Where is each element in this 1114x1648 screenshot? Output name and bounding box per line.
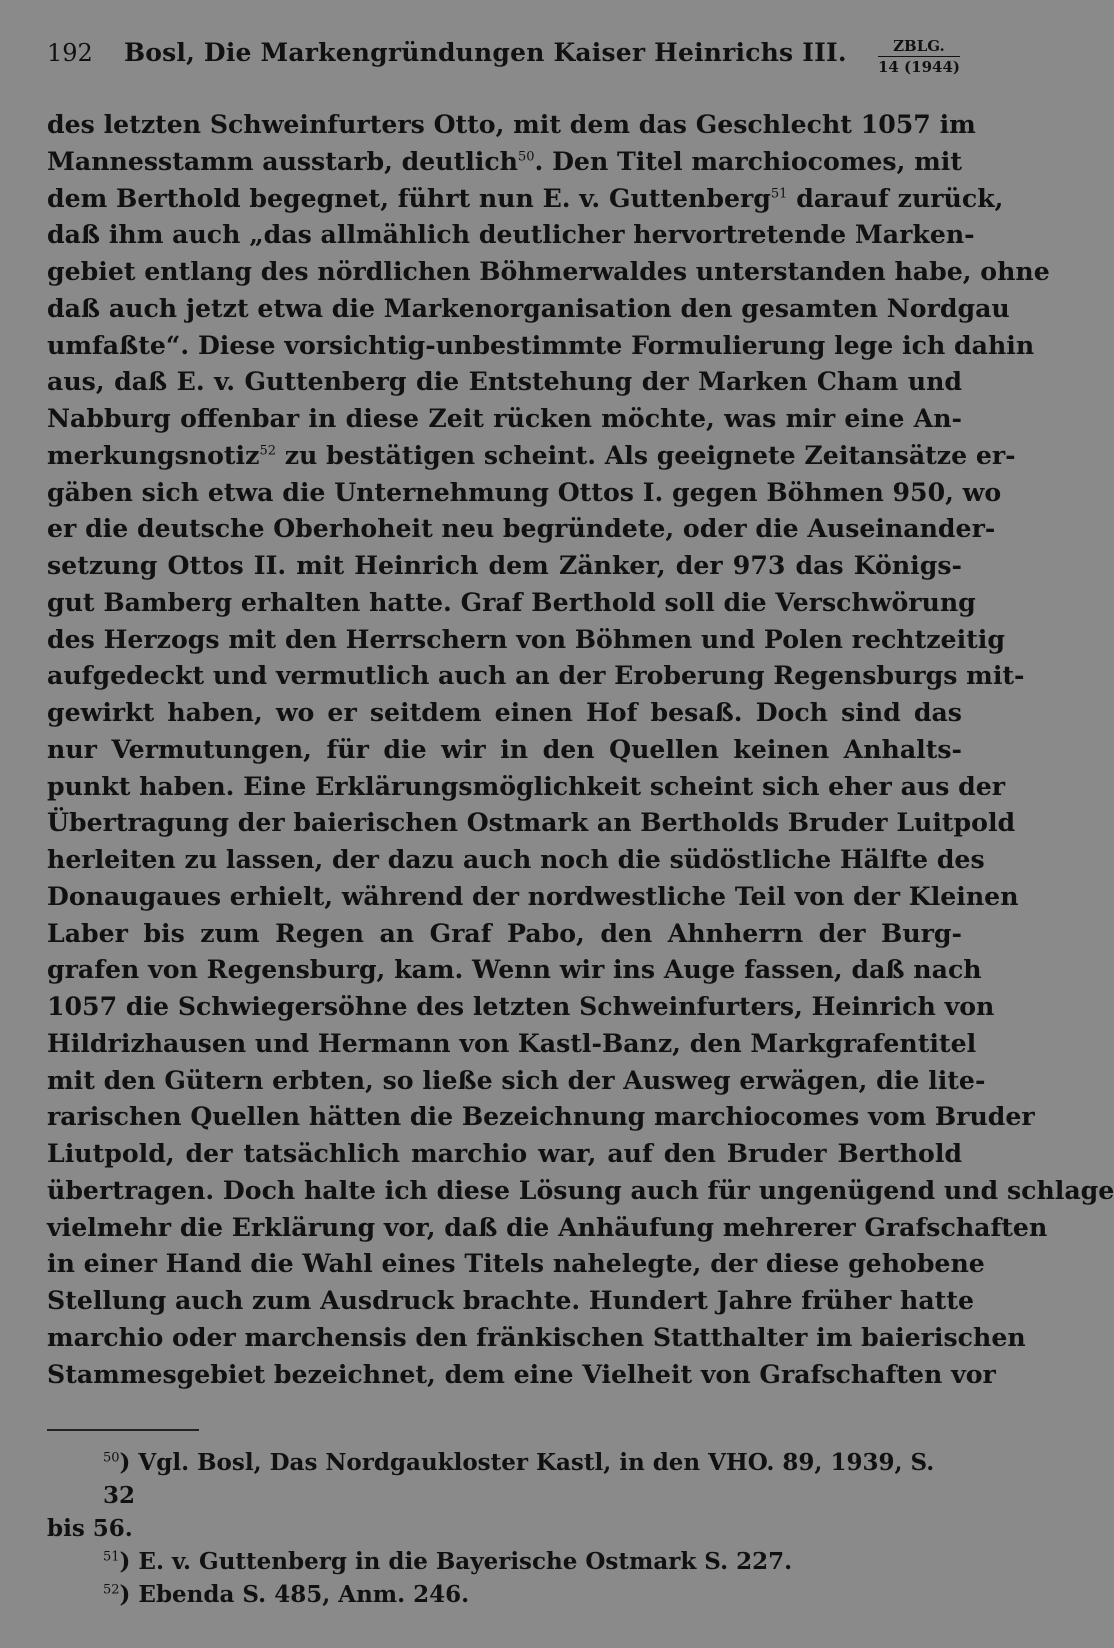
text-line [47, 180, 1004, 217]
text-line [47, 841, 985, 878]
text-line [47, 1025, 977, 1062]
text-line-start: Donaugaues erhielt, während der nordwestliche Teil von der Kleinen [47, 880, 1019, 911]
journal-abbrev: ZBLG. [878, 38, 960, 57]
text-line [47, 327, 1035, 364]
text-line-start: Liutpold, der tatsächlich marchio war, auf den Bruder Berthold [47, 1138, 962, 1168]
running-title: Bosl, Die Markengründungen Kaiser Heinrichs III. [123, 38, 847, 67]
text-line-start: gebiet entlang des nördlichen Böhmerwaldes unterstanden habe, ohne [47, 256, 1050, 286]
footnote-separator [47, 1429, 199, 1431]
text-line-start: gut Bamberg erhalten hatte. Graf Berthold soll die Verschwörung [47, 586, 976, 617]
footnotes [47, 1446, 962, 1611]
text-line [47, 1319, 1026, 1356]
text-line [47, 768, 1006, 805]
text-line-start: merkungsnotiz [47, 439, 260, 470]
text-line-start: aus, daß E. v. Guttenberg die Entstehung der Marken Cham und [47, 366, 962, 397]
footnote-marker[interactable]: 52 [259, 443, 276, 459]
text-line-start: übertragen. Doch halte ich diese Lösung auch für ungenügend und schlage [47, 1174, 1114, 1205]
text-line [47, 878, 1019, 915]
text-line-start: grafen von Regensburg, kam. Wenn wir ins Auge fassen, daß nach [47, 954, 982, 985]
text-line-start: Nabburg offenbar in diese Zeit rücken möchte, was mir eine An- [47, 403, 962, 433]
text-line [47, 290, 1010, 327]
text-line-start: in einer Hand die Wahl eines Titels nahelegte, der diese gehobene [47, 1248, 985, 1279]
text-line-start: Stellung auch zum Ausdruck brachte. Hundert Jahre früher hatte [47, 1285, 974, 1315]
footnote-text: ) Ebenda S. 485, Anm. 246. [119, 1581, 470, 1608]
text-line [47, 510, 996, 547]
text-line-start: daß ihm auch „das allmählich deutlicher hervortretende Marken- [47, 219, 975, 250]
text-line [47, 584, 976, 621]
text-line [47, 106, 976, 143]
text-line [47, 363, 962, 400]
footnote-number: 52 [103, 1582, 120, 1598]
text-line [47, 1356, 996, 1393]
text-line [47, 143, 962, 180]
text-line-start: mit den Gütern erbten, so ließe sich der Ausweg erwägen, die lite- [47, 1064, 986, 1095]
text-line [47, 731, 962, 768]
text-line-end: . Den Titel marchiocomes, mit [534, 145, 963, 176]
text-line-start: gewirkt haben, wo er seitdem einen Hof besaß. Doch sind das [47, 697, 962, 727]
text-line [47, 216, 975, 253]
text-line-start: daß auch jetzt etwa die Markenorganisation den gesamten Nordgau [47, 292, 1010, 323]
text-line-start: 1057 die Schwiegersöhne des letzten Schweinfurters, Heinrich von [47, 991, 995, 1021]
text-line-start: Mannesstamm ausstarb, deutlich [47, 145, 518, 176]
text-line [47, 547, 962, 584]
text-line [47, 400, 962, 437]
text-line-start: des letzten Schweinfurters Otto, mit dem das Geschlecht 1057 im [47, 109, 976, 139]
text-line-start: Laber bis zum Regen an Graf Pabo, den Ahnherrn der Burg- [47, 917, 962, 948]
text-line [47, 437, 1016, 474]
footnote-text: ) Vgl. Bosl, Das Nordgaukloster Kastl, in den VHO. 89, 1939, S. 32 [103, 1449, 935, 1509]
text-line [47, 621, 1005, 658]
text-line-start: nur Vermutungen, für die wir in den Quellen keinen Anhalts- [47, 733, 962, 764]
text-line [47, 694, 962, 731]
text-line-start: aufgedeckt und vermutlich auch an der Eroberung Regensburgs mit- [47, 660, 1025, 691]
page-header [47, 38, 960, 88]
text-line-start: dem Berthold begegnet, führt nun E. v. Guttenberg [47, 182, 771, 213]
text-line-start: marchio oder marchensis den fränkischen Statthalter im baierischen [47, 1321, 1026, 1352]
text-line [47, 1172, 1114, 1209]
footnote-number: 50 [103, 1450, 120, 1466]
text-line-start: herleiten zu lassen, der dazu auch noch die südöstliche Hälfte des [47, 844, 985, 874]
text-line [47, 1135, 962, 1172]
text-line-start: er die deutsche Oberhoheit neu begründete, oder die Auseinander- [47, 513, 996, 544]
text-line [47, 988, 995, 1025]
text-line [47, 1098, 1035, 1135]
text-line [47, 1245, 985, 1282]
text-line-start: Hildrizhausen und Hermann von Kastl-Banz, den Markgrafentitel [47, 1027, 977, 1058]
text-line [47, 253, 1050, 290]
text-line [47, 1209, 1048, 1246]
footnote [47, 1545, 962, 1578]
footnote-continuation: bis 56. [47, 1515, 133, 1542]
text-line-start: umfaßte“. Diese vorsichtig-unbestimmte Formulierung lege ich dahin [47, 329, 1035, 360]
text-line-end: darauf zurück, [787, 182, 1004, 213]
page-number: 192 [47, 39, 93, 67]
text-line-start: Stammesgebiet bezeichnet, dem eine Vielheit von Grafschaften vor [47, 1358, 996, 1389]
footnote-text: ) E. v. Guttenberg in die Bayerische Ostmark S. 227. [119, 1548, 793, 1575]
text-line [47, 657, 1025, 694]
text-line [47, 804, 1016, 841]
text-line-start: Übertragung der baierischen Ostmark an Bertholds Bruder Luitpold [47, 807, 1016, 838]
text-line [47, 951, 982, 988]
journal-reference [878, 38, 960, 75]
text-line-end: zu bestätigen scheint. Als geeignete Zeitansätze er- [275, 439, 1016, 470]
footnote-number: 51 [103, 1549, 120, 1565]
text-line-start: rarischen Quellen hätten die Bezeichnung marchiocomes vom Bruder [47, 1101, 1035, 1132]
text-line-start: vielmehr die Erklärung vor, daß die Anhäufung mehrerer Grafschaften [47, 1211, 1048, 1242]
text-line-start: gäben sich etwa die Unternehmung Ottos I. gegen Böhmen 950, wo [47, 476, 1002, 507]
text-line-start: punkt haben. Eine Erklärungsmöglichkeit scheint sich eher aus der [47, 770, 1006, 801]
journal-volume: 14 (1944) [877, 58, 960, 76]
footnote [47, 1578, 962, 1611]
text-line [47, 474, 1002, 511]
text-line-start: setzung Ottos II. mit Heinrich dem Zänker, der 973 das Königs- [47, 550, 962, 580]
text-line [47, 915, 962, 952]
text-line [47, 1282, 974, 1319]
text-line [47, 1062, 986, 1099]
footnote-marker[interactable]: 51 [770, 186, 788, 202]
footnote-marker[interactable]: 50 [518, 149, 535, 165]
footnote [47, 1446, 962, 1512]
text-line-start: des Herzogs mit den Herrschern von Böhmen und Polen rechtzeitig [47, 623, 1005, 654]
body-text [47, 106, 1114, 1392]
